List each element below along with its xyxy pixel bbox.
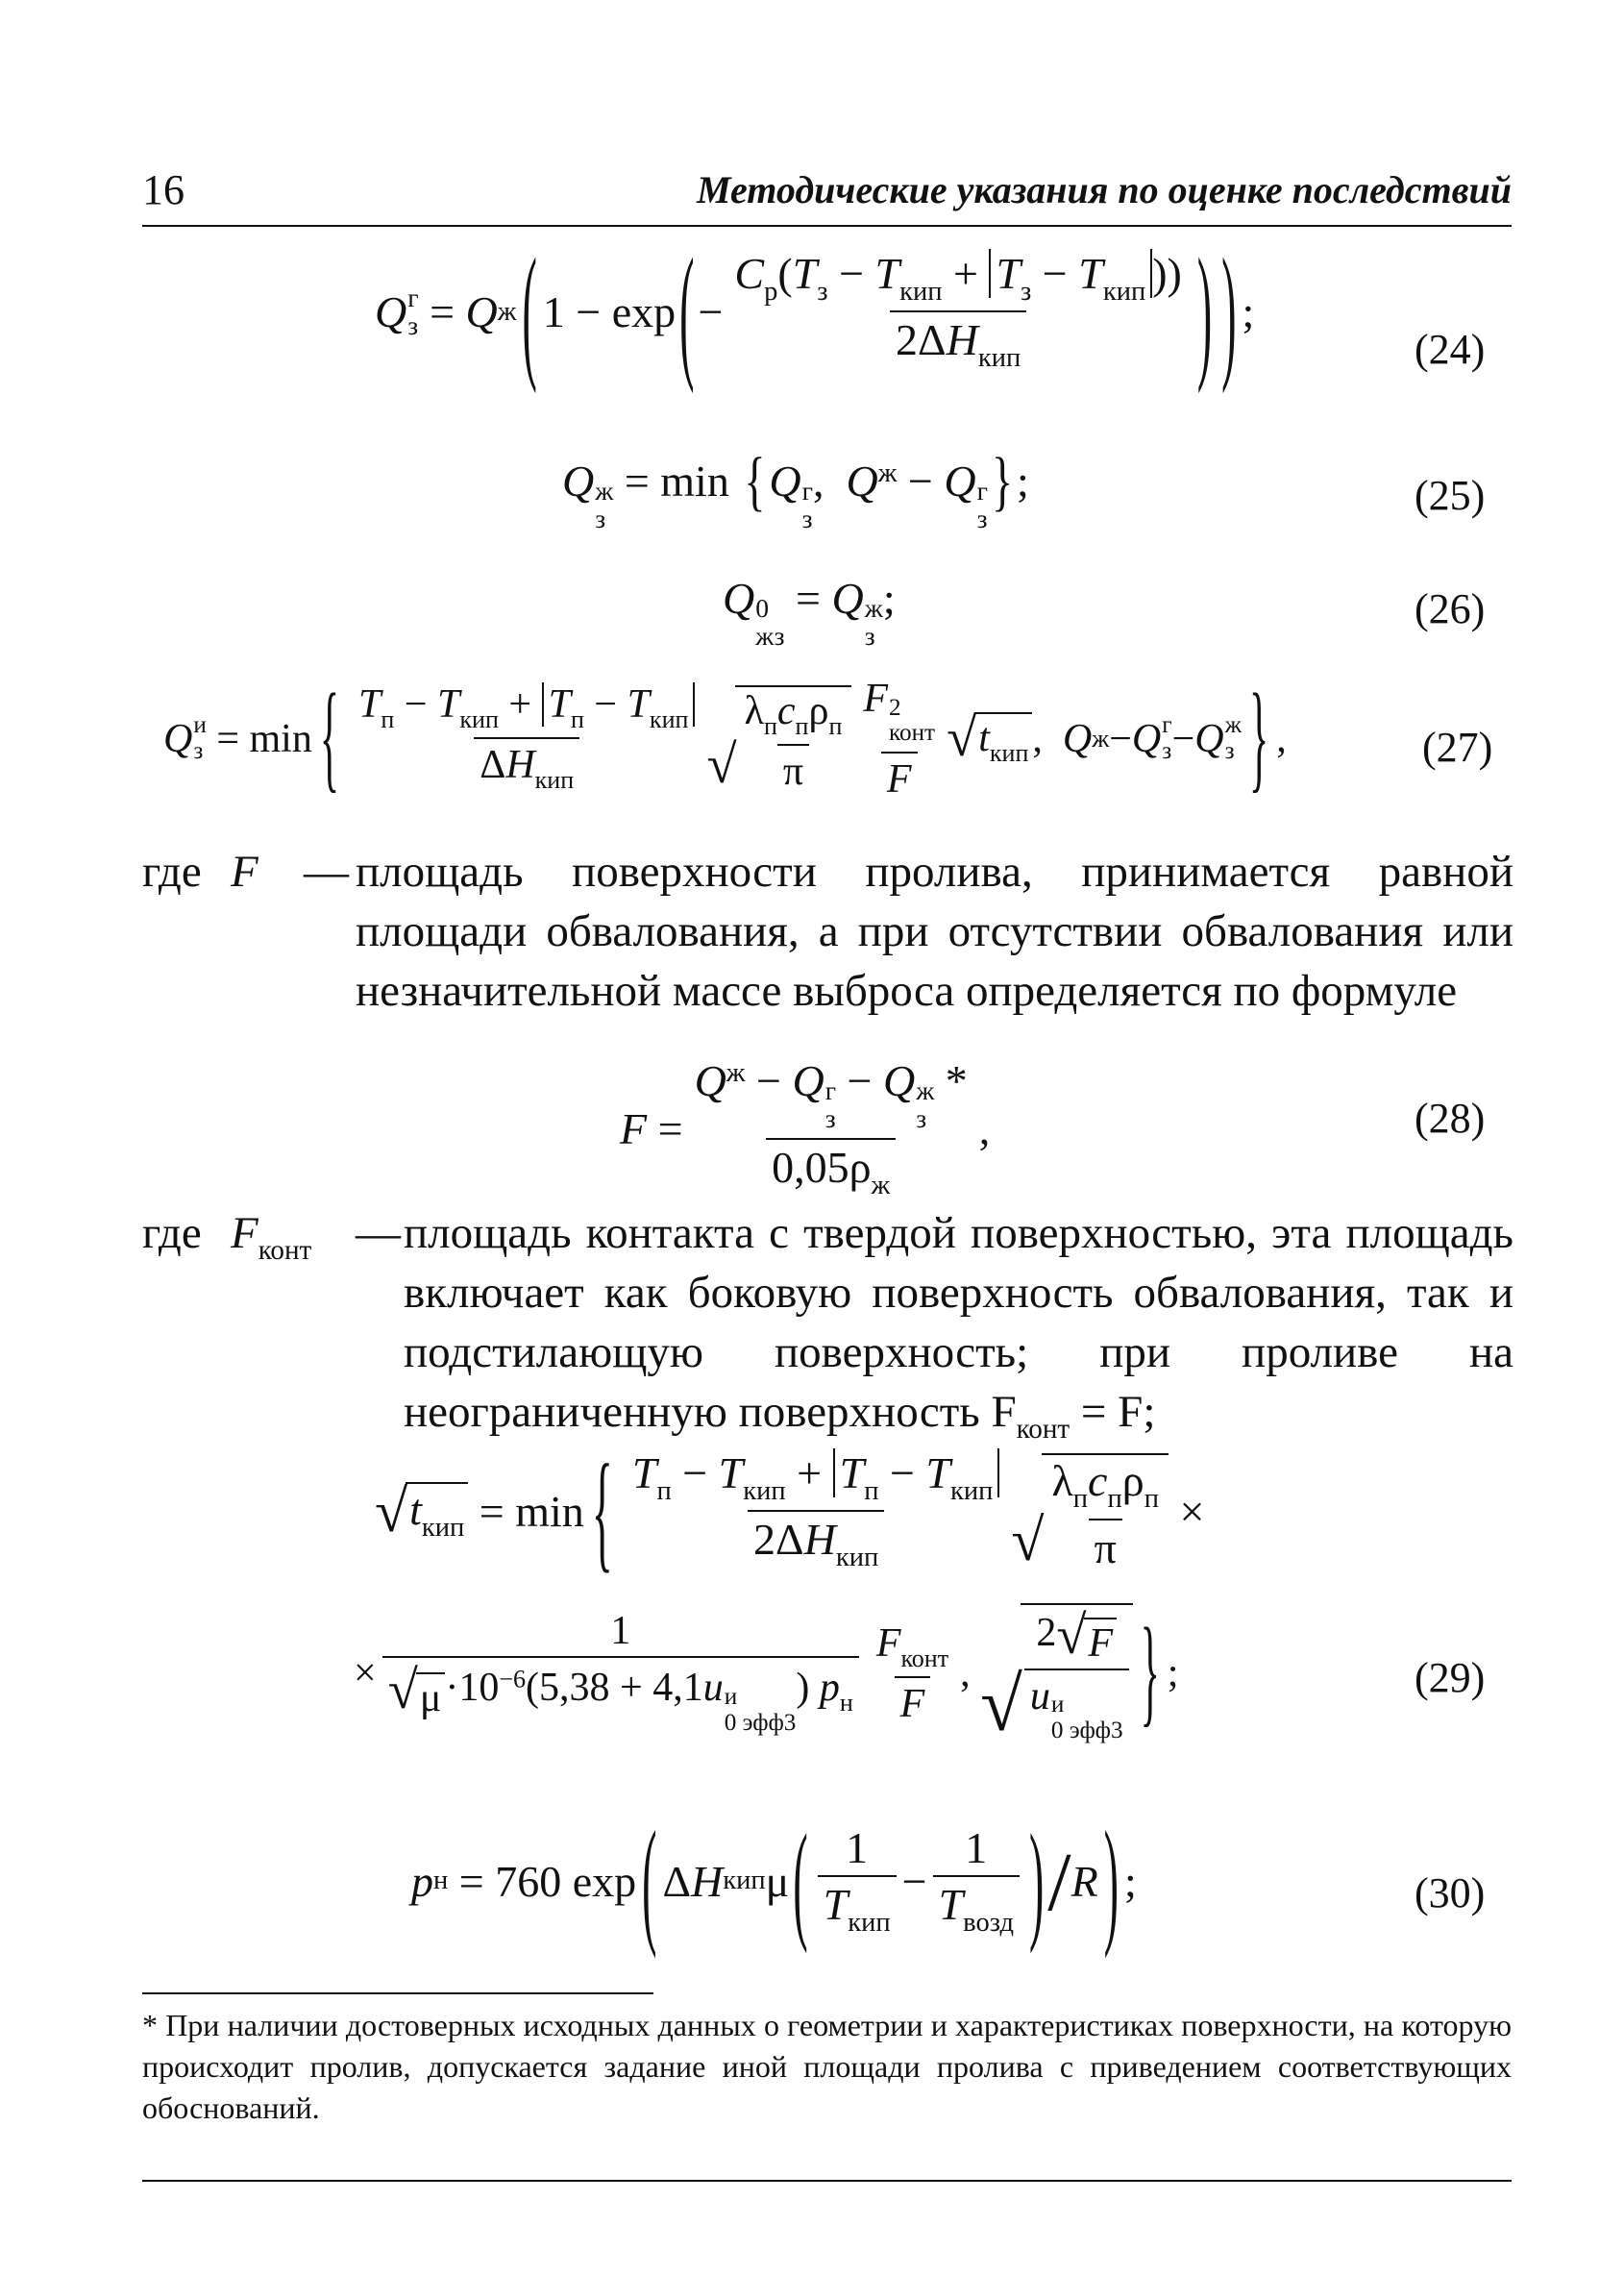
equation-25: Q ж з = min {Q г з , $Q^ж - Q$ г з }; bbox=[562, 444, 1029, 534]
f-dash: — bbox=[304, 847, 349, 897]
equation-29-line-1: √ $t_{кип}$ = min { $T_п - T_{кип} + T_п - T_{кип}$ $2\Delta H_{кип}$ √ $\lambda_пc_п\rho_п$ π × bbox=[375, 1436, 1205, 1584]
f-definition: площадь поверхности пролива, принимается равной площади обвалования, а при отсутствии обвалования или незначительной массе выброса определяется по формуле bbox=[356, 847, 1513, 1016]
equation-number-27: (27) bbox=[1422, 724, 1493, 771]
equation-24: Q г з = Q ж ( 1 − exp ( − $C_p(T_з - T_{кип} + T_з - T_{кип}$ )) $2\Delta H_{кип}$ ) ) ; bbox=[375, 227, 1255, 394]
equation-number-25: (25) bbox=[1415, 472, 1486, 519]
fk-dash: — bbox=[356, 1208, 401, 1258]
equation-number-24: (24) bbox=[1415, 326, 1486, 373]
fk-symbol-sub: конт bbox=[258, 1235, 312, 1267]
page-number: 16 bbox=[142, 166, 185, 213]
running-title: Методические указания по оценке последствий bbox=[697, 168, 1512, 211]
bottom-rule bbox=[142, 2180, 1512, 2182]
equation-number-29: (29) bbox=[1415, 1654, 1486, 1701]
where-label-2: где bbox=[142, 1208, 202, 1258]
footnote: * При наличии достоверных исходных данных о геометрии и характеристиках поверхности, на которую происходит пролив, допускается задание иной площади пролива с приведением соответствующих обоснований. bbox=[142, 2008, 1512, 2125]
equation-30: p н = 760 exp ( Δ H кип μ ( 1 $T_{кип}$ − 1 $T_{возд}$ ) / R ) ; bbox=[411, 1801, 1137, 1959]
equation-number-30: (30) bbox=[1415, 1869, 1486, 1916]
equation-number-26: (26) bbox=[1415, 585, 1486, 632]
equation-29-line-2: × 1 √ μ $\cdot 10^{-6}(5,38 + 4,1u$ и 0 эфф3 ) $p_н$ $F_{конт}$ F , √ 2 √ F u и 0 эфф3 } ; bbox=[354, 1605, 1179, 1747]
fk-symbol: $F_{конт}$ bbox=[231, 1208, 312, 1267]
fk-definition: площадь контакта с твердой поверхностью, эта площадь включает как боковую поверхность обвалования, так и подстилающую поверхность; при проливе на неограниченную поверхность $F_{конт} = F$; bbox=[404, 1208, 1513, 1446]
f-symbol: F bbox=[231, 847, 258, 897]
equation-number-28: (28) bbox=[1415, 1095, 1486, 1142]
equation-26: Q 0 жз = Q ж з ; bbox=[723, 574, 896, 652]
fk-definition-sub: конт bbox=[1016, 1414, 1070, 1446]
equation-27: Q и з = min { $T_п - T_{кип} + T_п - T_{кип}$ $\Delta H_{кип}$ √ $\lambda_пc_п\rho_п$ π F 2 конт F √ $t_{кип}$ , Q ж − Q г з − Q ж з } , bbox=[163, 672, 1287, 805]
where-label: где bbox=[142, 847, 202, 897]
page-header bbox=[142, 165, 1512, 227]
footnote-rule bbox=[142, 1992, 653, 1994]
equation-28: F = $Q^ж - Q$ г з − Q ж з * $0,05\rho_ж$ , bbox=[620, 1056, 991, 1201]
